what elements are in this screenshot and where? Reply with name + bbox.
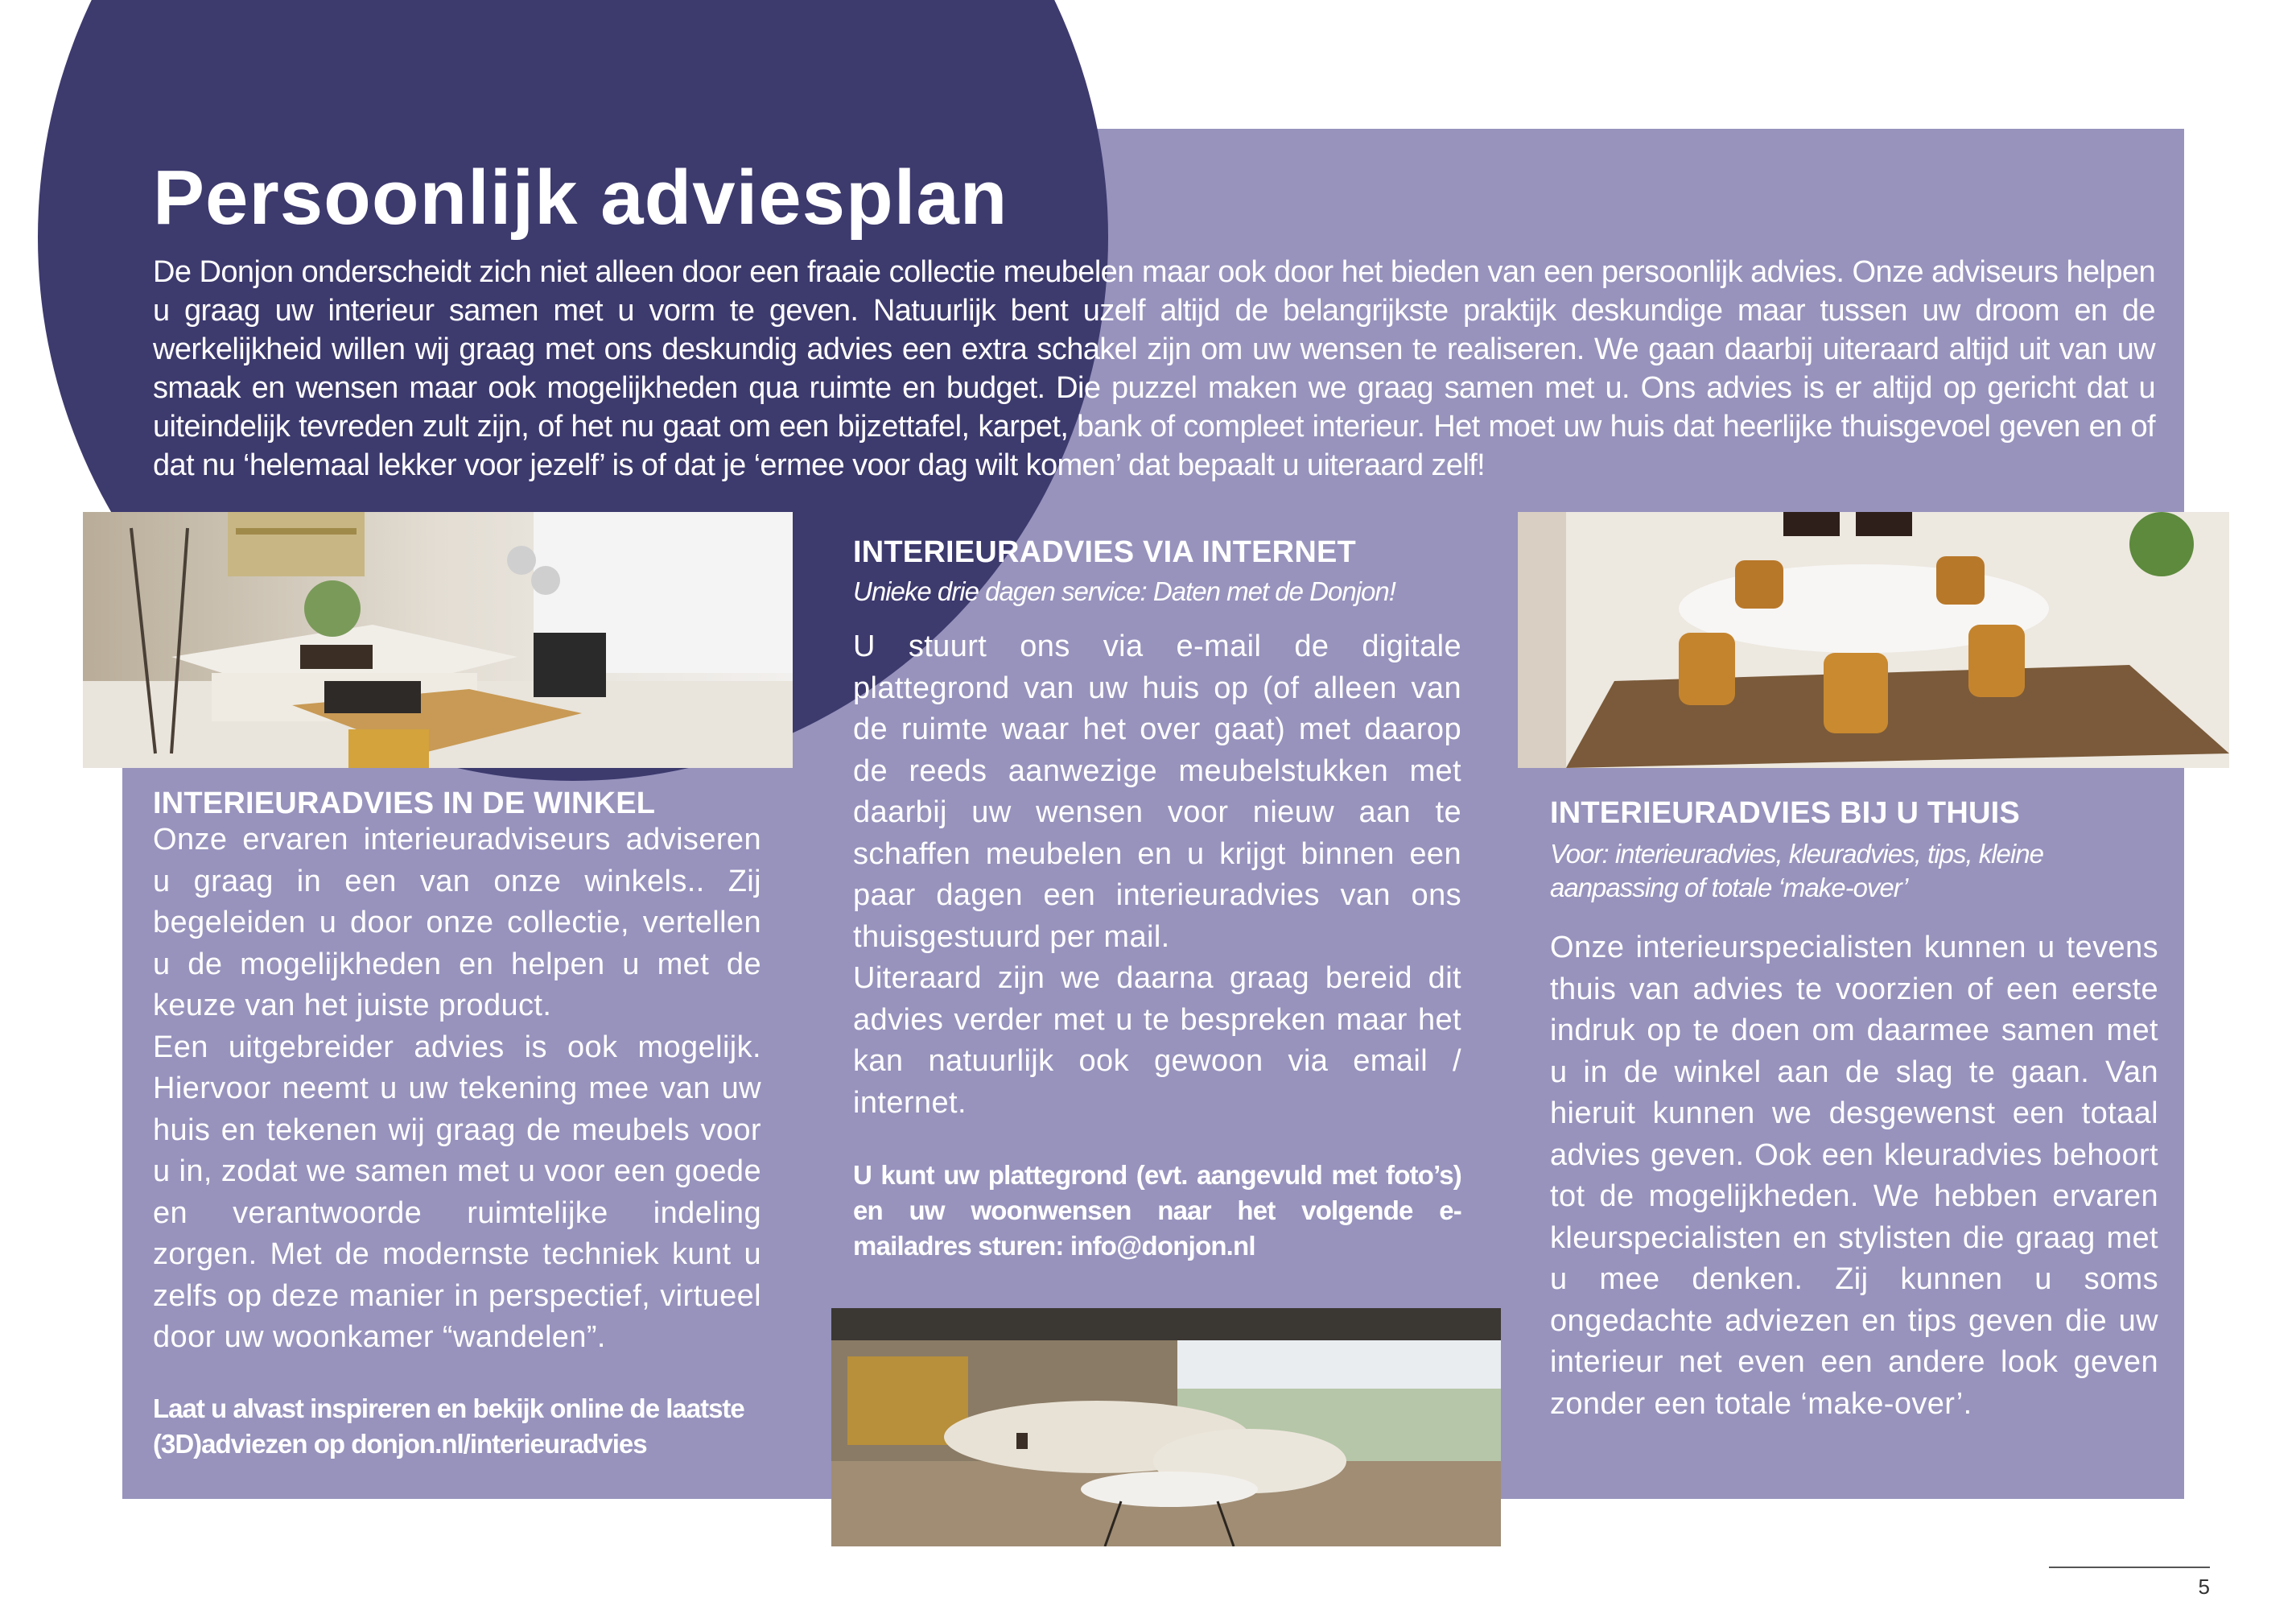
living-room-photo [83,512,793,768]
page-number: 5 [2198,1575,2210,1599]
internet-advice-body: U stuurt ons via e-mail de digitale plattegrond van uw huis op (of alleen van de ruimte waar het over gaat) met daarop de reeds aanwezige meubelstukken met daarbij uw wensen voor nieuw aan te schaffen meubelen en u krijgt binnen een paar dagen een interieuradvies van ons thuisgestuurd per mail. Uiteraard zijn we daarna graag bereid dit advies verder met u te bespreken maar het kan natuurlijk ook gewoon via email / internet. [853,630,1461,1120]
internet-advice-subtitle: Unieke drie dagen service: Daten met de Donjon! [853,576,1395,606]
home-advice-subtitle: Voor: interieuradvies, kleuradvies, tips, kleine aanpassing of totale ‘make-over’ [1550,839,2043,902]
lounge-photo [831,1308,1501,1546]
home-advice-section [1550,794,2158,1425]
page-title: Persoonlijk adviesplan [153,155,1008,241]
store-advice-body: Onze ervaren interieuradviseurs adviseren u graag in een van onze winkels.. Zij begeleiden u door onze collectie, vertellen u de mogelijkheden en helpen u met de keuze van het juiste product. Een uitgebreider advies is ook mogelijk. Hiervoor neemt u uw tekening mee van uw huis en tekenen wij graag de meubels voor u in, zodat we samen met u voor een goede en verantwoorde ruimtelijke indeling zorgen. Met de modernste techniek kunt u zelfs op deze manier in perspectief, virtueel door uw woonkamer “wandelen”. [153,823,761,1354]
store-advice-note: Laat u alvast inspireren en bekijk online de laatste (3D)adviezen op donjon.nl/interieuradvies [153,1393,744,1459]
home-advice-heading: INTERIEURADVIES BIJ U THUIS [1550,796,2020,830]
dining-room-photo [1518,512,2229,768]
home-advice-body: Onze interieurspecialisten kunnen u tevens thuis van advies te voorzien of een eerste indruk op te doen om daarmee samen met u in de winkel aan de slag te gaan. Van hieruit kunnen we desgewenst een totaal advies geven. Ook een kleuradvies behoort tot de mogelijkheden. We hebben ervaren kleurspecialisten en stylisten die graag met u mee denken. Zij kunnen u soms ongedachte adviezen en tips geven die uw interieur net even een andere look geven zonder een totale ‘make-over’. [1550,931,2158,1421]
store-advice-heading: INTERIEURADVIES IN DE WINKEL [153,786,656,820]
page-footer-rule [2049,1567,2210,1568]
internet-advice-note: U kunt uw plattegrond (evt. aangevuld met foto’s) en uw woonwensen naar het volgende e-mailadres sturen: info@donjon.nl [853,1160,1461,1261]
store-advice-section [153,784,761,1462]
intro-paragraph: De Donjon onderscheidt zich niet alleen door een fraaie collectie meubelen maar ook door het bieden van een persoonlijk advies. Onze adviseurs helpen u graag uw interieur samen met u vorm te geven. Natuurlijk bent uzelf altijd de belangrijkste praktijk deskundige maar tussen uw droom en de werkelijkheid willen wij graag met ons deskundig advies een extra schakel zijn om uw wensen te realiseren. We gaan daarbij uiteraard altijd uit van uw smaak en wensen maar ook mogelijkheden qua ruimte en budget. Die puzzel maken we graag samen met u. Ons advies is er altijd op gericht dat u uiteindelijk tevreden zult zijn, of het nu gaat om een bijzettafel, karpet, bank of compleet interieur. Het moet uw huis dat heerlijke thuisgevoel geven en of dat nu ‘helemaal lekker voor jezelf’ is of dat je ‘ermee voor dag wilt komen’ dat bepaalt u uiteraard zelf! [153,255,2155,482]
internet-advice-heading: INTERIEURADVIES VIA INTERNET [853,535,1356,569]
internet-advice-section [853,533,1461,1264]
